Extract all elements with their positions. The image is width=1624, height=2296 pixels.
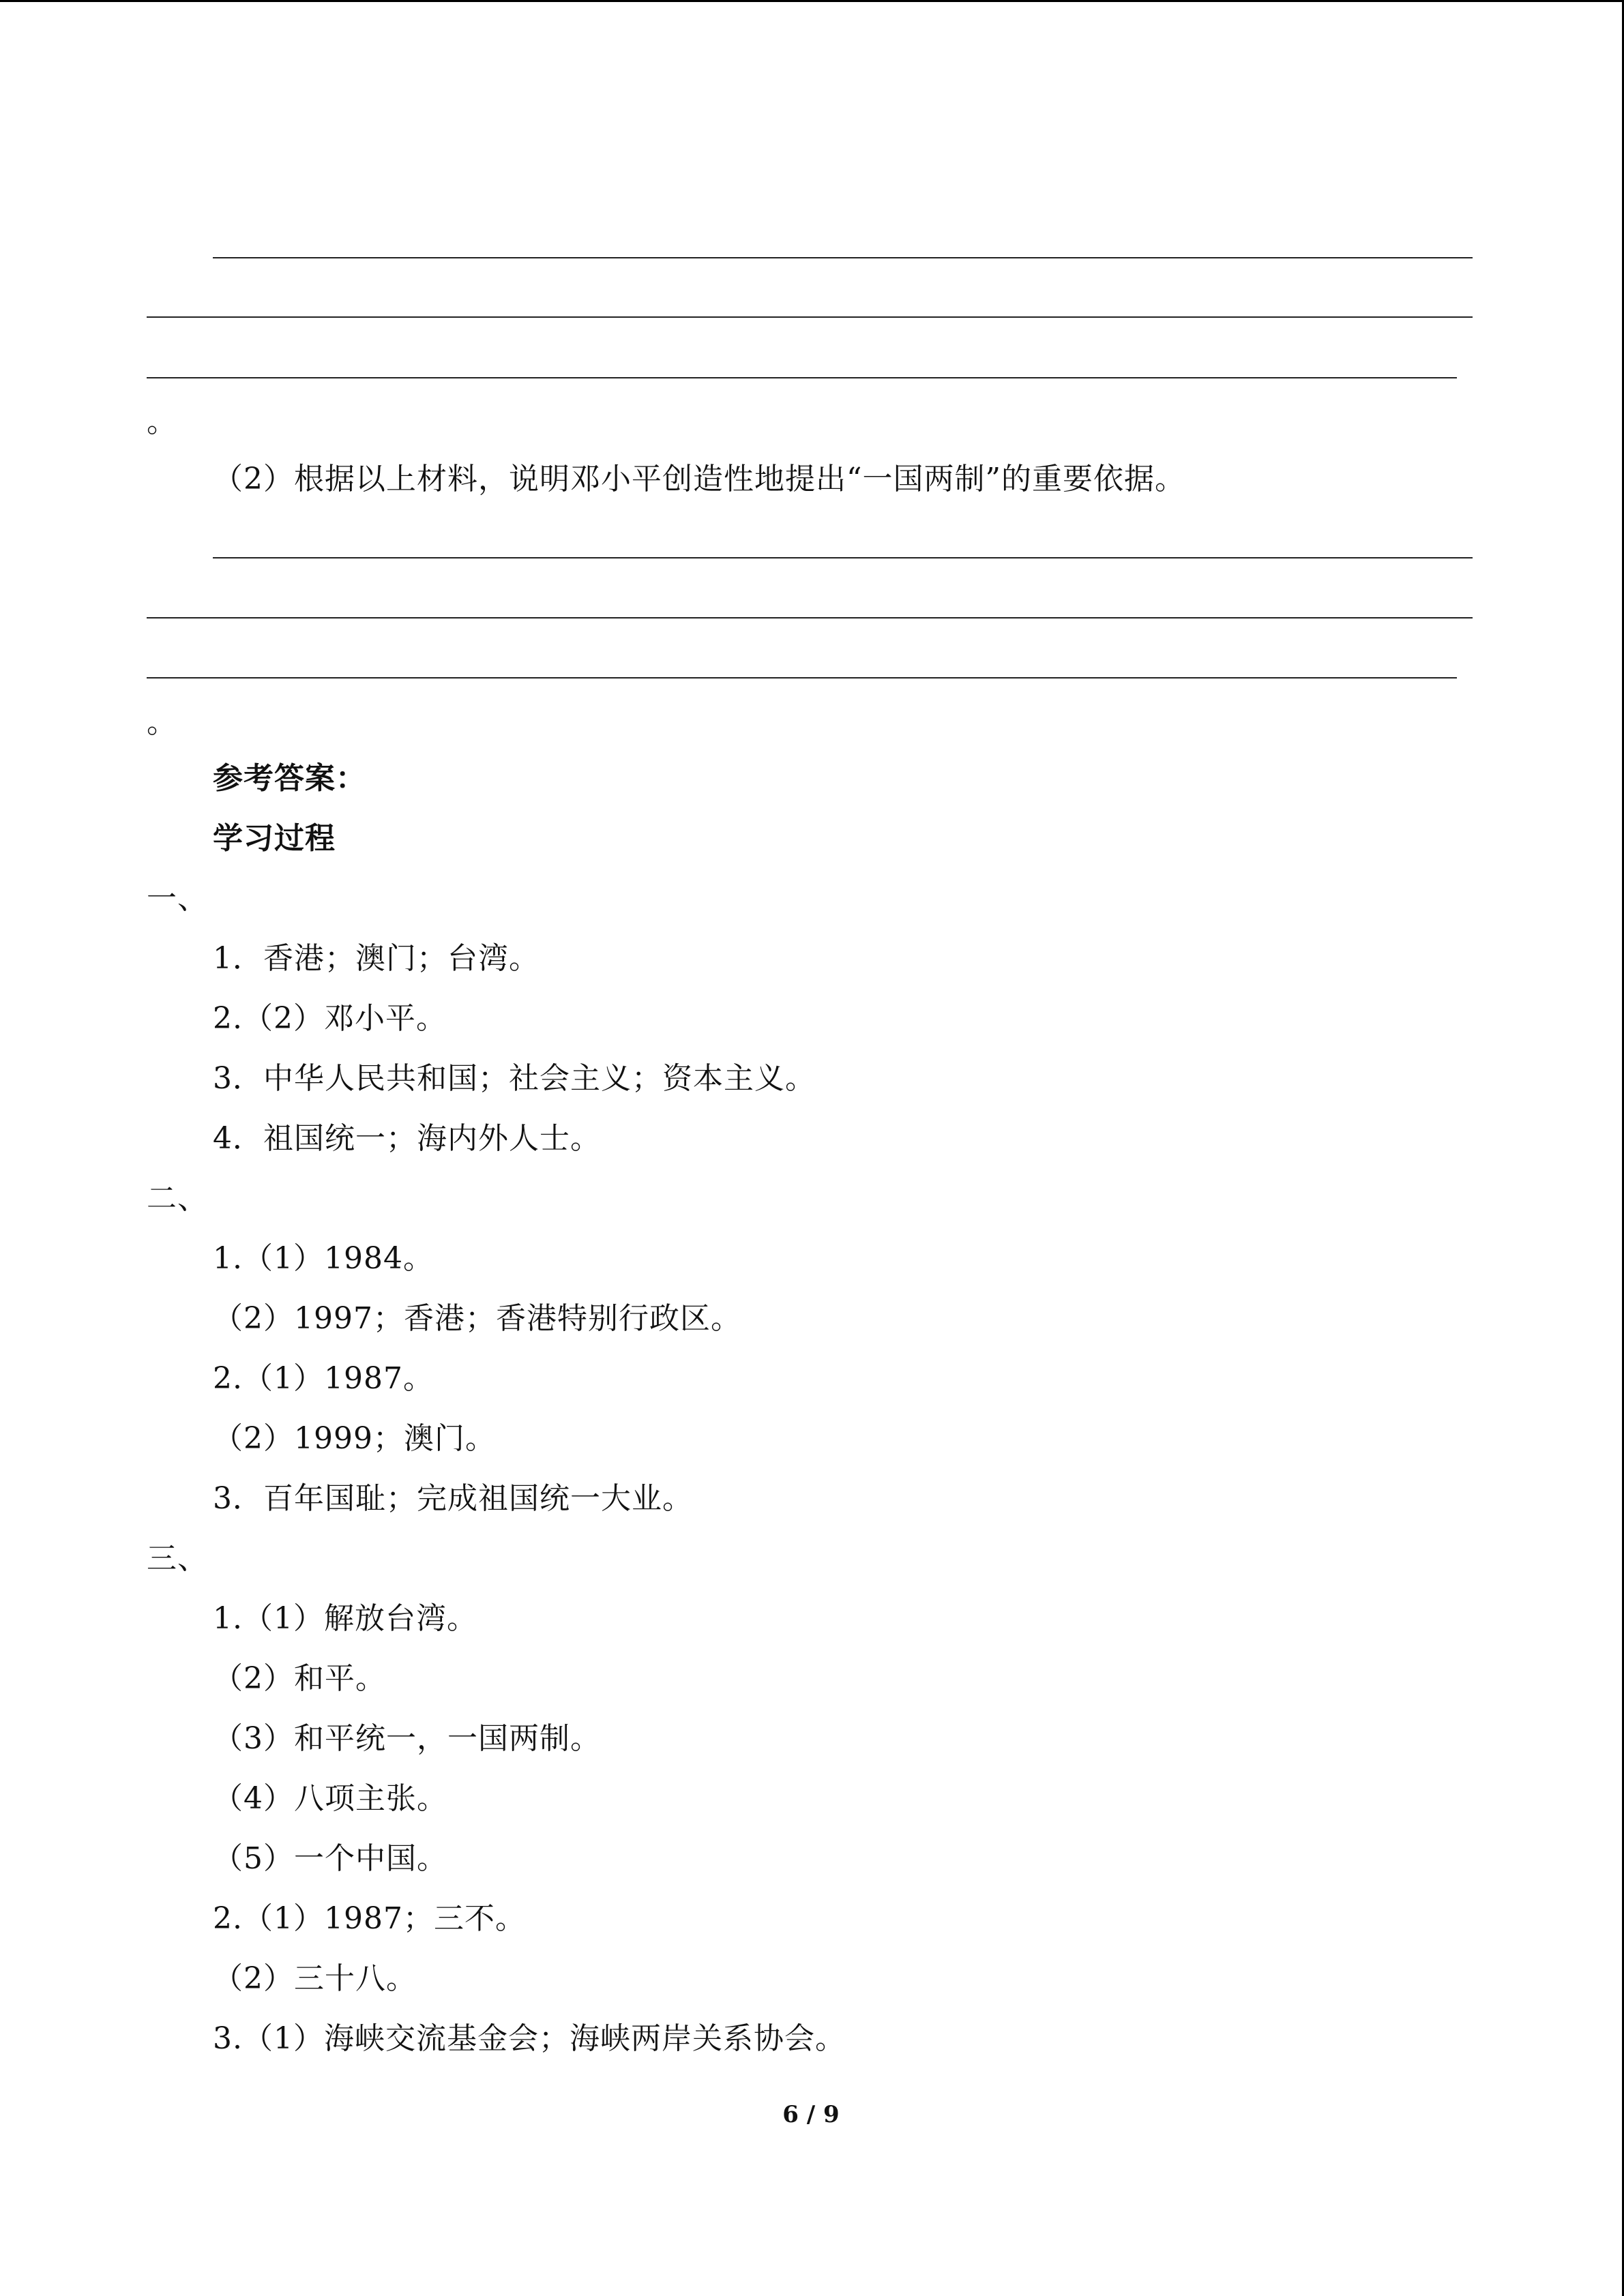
question-2-prompt: （2）根据以上材料，说明邓小平创造性地提出“一国两制”的重要依据。: [213, 462, 1185, 496]
answer-item: 2.（2）邓小平。: [213, 1001, 447, 1036]
answer-line: [147, 377, 1457, 378]
answer-item: （5）一个中国。: [213, 1841, 447, 1876]
section-label: 二、: [147, 1181, 208, 1216]
answers-title: 参考答案：: [213, 761, 366, 796]
answer-item: （3）和平统一，一国两制。: [213, 1721, 601, 1756]
answer-item: 3．中华人民共和国；社会主义；资本主义。: [213, 1061, 816, 1096]
answer-item: 4．祖国统一；海内外人士。: [213, 1121, 601, 1156]
answer-item: （2）和平。: [213, 1661, 386, 1696]
section-label: 三、: [147, 1541, 208, 1576]
answer-item: （2）1997；香港；香港特别行政区。: [213, 1301, 741, 1336]
answer-line: [147, 677, 1457, 679]
answer-item: 3.（1）海峡交流基金会；海峡两岸关系协会。: [213, 2021, 846, 2056]
answer-item: 1．香港；澳门；台湾。: [213, 941, 540, 976]
section-label: 一、: [147, 881, 208, 916]
answer-item: （2）1999；澳门。: [213, 1421, 496, 1456]
answer-item: （2）三十八。: [213, 1961, 417, 1996]
end-mark: 。: [147, 705, 177, 740]
end-mark: 。: [147, 404, 177, 439]
answer-item: 2.（1）1987；三不。: [213, 1901, 526, 1936]
answer-item: 1.（1）1984。: [213, 1241, 434, 1276]
answer-item: 3．百年国耻；完成祖国统一大业。: [213, 1481, 693, 1516]
answer-item: 2.（1）1987。: [213, 1361, 434, 1396]
answers-subtitle: 学习过程: [213, 821, 336, 856]
answer-item: （4）八项主张。: [213, 1781, 447, 1816]
answer-line: [147, 617, 1473, 618]
page-number: 6 / 9: [782, 2101, 840, 2128]
answer-line: [213, 557, 1473, 558]
answer-line: [147, 316, 1473, 318]
answer-line: [213, 257, 1473, 258]
answer-item: 1.（1）解放台湾。: [213, 1601, 477, 1636]
